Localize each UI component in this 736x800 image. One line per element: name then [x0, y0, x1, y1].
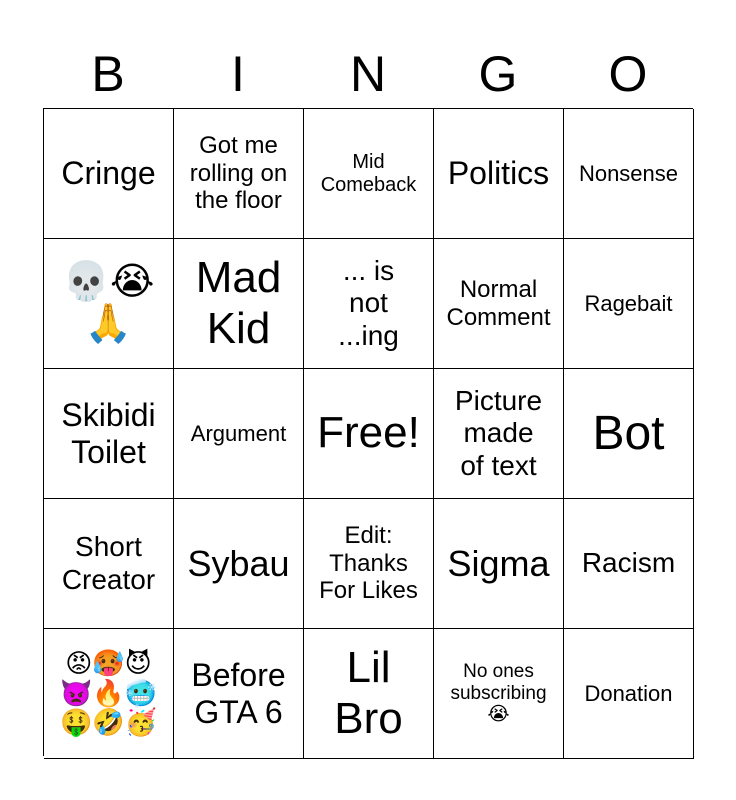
header-letter-o: O: [608, 46, 648, 102]
bingo-cell[interactable]: [304, 109, 434, 239]
cell-text: Bot: [592, 406, 665, 460]
bingo-cell[interactable]: [174, 239, 304, 369]
bingo-cell[interactable]: [564, 109, 694, 239]
header-letter-b: B: [91, 46, 125, 102]
cell-text: 💀😭 🙏: [62, 260, 155, 345]
bingo-cell[interactable]: [434, 369, 564, 499]
bingo-cell[interactable]: [44, 239, 174, 369]
header-letter-g: G: [478, 46, 518, 102]
bingo-cell[interactable]: [434, 109, 564, 239]
cell-text: Nonsense: [578, 160, 679, 186]
bingo-cell[interactable]: [174, 109, 304, 239]
bingo-cell[interactable]: [434, 499, 564, 629]
bingo-header: [43, 40, 693, 108]
cell-text: Mid Comeback: [320, 150, 417, 196]
bingo-cell[interactable]: [564, 239, 694, 369]
cell-text: Sybau: [187, 542, 290, 584]
cell-text: Cringe: [61, 155, 156, 192]
cell-text: Picture made of text: [454, 385, 543, 481]
bingo-cell[interactable]: [44, 499, 174, 629]
header-letter-i: I: [231, 46, 245, 102]
cell-text: ... is not ...ing: [338, 255, 399, 351]
cell-text: Sigma: [447, 542, 550, 584]
bingo-cell[interactable]: [174, 629, 304, 759]
cell-text: Got me rolling on the floor: [189, 132, 288, 215]
cell-text: Mad Kid: [195, 252, 282, 353]
cell-text: 😡🥵😈 👿🔥🥶 🤑🤣🥳: [59, 647, 158, 738]
bingo-cell[interactable]: [44, 109, 174, 239]
cell-text: Racism: [581, 547, 676, 579]
cell-text: Politics: [447, 155, 550, 192]
cell-text: Free!: [317, 408, 420, 458]
bingo-cell[interactable]: [304, 499, 434, 629]
cell-text: Argument: [190, 420, 287, 446]
cell-text: Normal Comment: [446, 275, 551, 331]
bingo-cell[interactable]: [174, 499, 304, 629]
cell-text: Short Creator: [61, 531, 156, 595]
cell-text: Ragebait: [584, 290, 673, 316]
cell-text: Edit: Thanks For Likes: [319, 522, 418, 605]
bingo-cell[interactable]: [304, 369, 434, 499]
cell-text: Lil Bro: [334, 642, 403, 743]
bingo-cell[interactable]: [304, 239, 434, 369]
header-letter-n: N: [349, 46, 387, 102]
bingo-cell[interactable]: [564, 369, 694, 499]
bingo-cell[interactable]: [434, 239, 564, 369]
bingo-cell[interactable]: [564, 499, 694, 629]
cell-text: Donation: [584, 680, 673, 706]
bingo-cell[interactable]: [564, 629, 694, 759]
bingo-cell[interactable]: [304, 629, 434, 759]
bingo-board: [43, 108, 693, 756]
cell-text: No ones subscribing 😭: [450, 660, 547, 726]
bingo-cell[interactable]: [174, 369, 304, 499]
cell-text: Skibidi Toilet: [61, 396, 156, 470]
bingo-cell[interactable]: [434, 629, 564, 759]
bingo-cell[interactable]: [44, 369, 174, 499]
bingo-cell[interactable]: [44, 629, 174, 759]
cell-text: Before GTA 6: [191, 656, 286, 730]
